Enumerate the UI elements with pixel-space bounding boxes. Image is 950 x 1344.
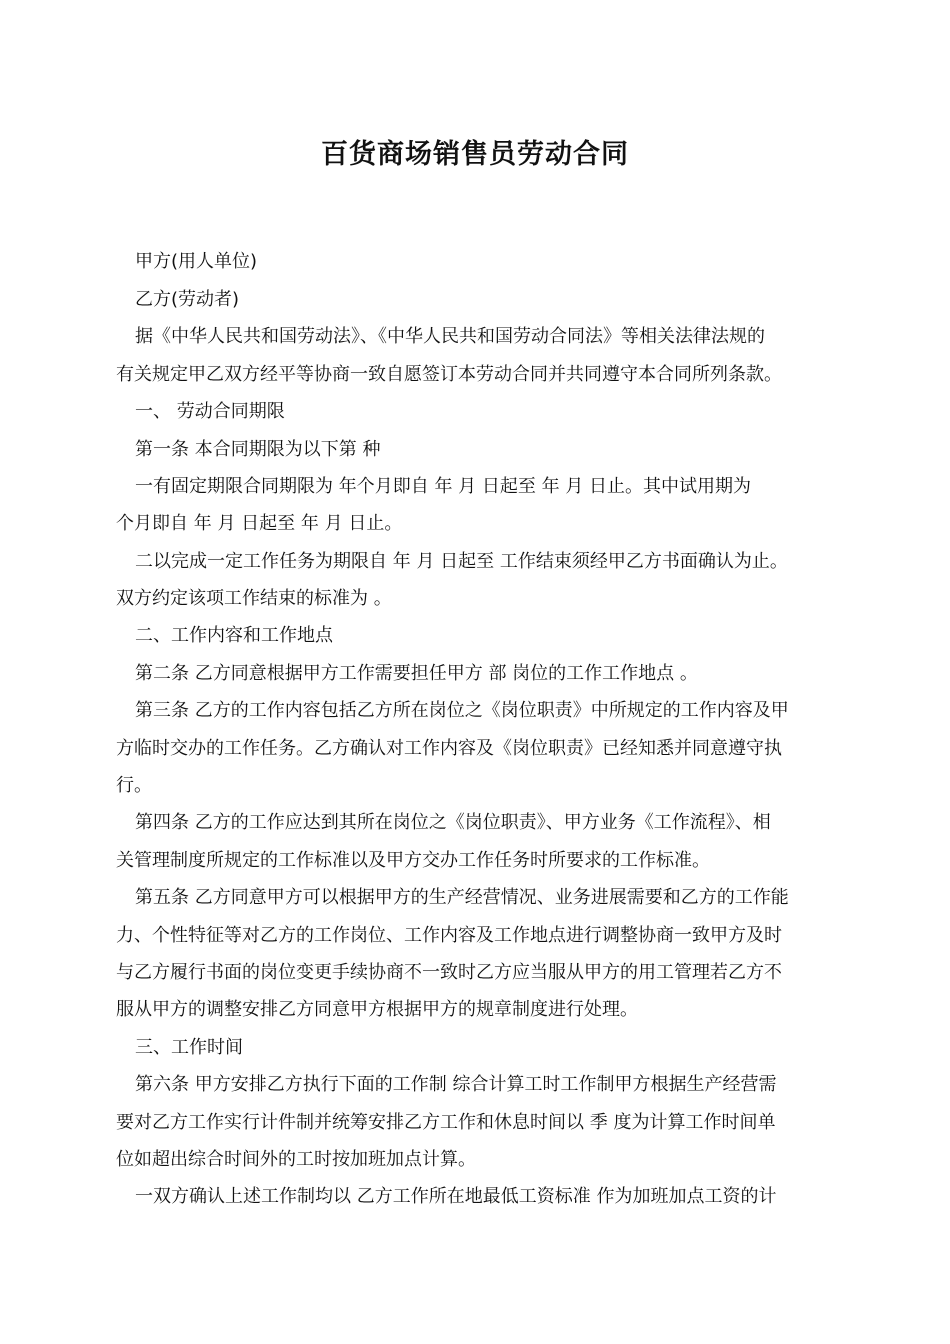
article-line: 与乙方履行书面的岗位变更手续协商不一致时乙方应当服从甲方的用工管理若乙方不 [116, 962, 782, 983]
article-line: 方临时交办的工作任务。乙方确认对工作内容及《岗位职责》已经知悉并同意遵守执 [116, 738, 782, 759]
article-line: 服从甲方的调整安排乙方同意甲方根据甲方的规章制度进行处理。 [116, 999, 638, 1020]
article-line: 二以完成一定工作任务为期限自 年 月 日起至 工作结束须经甲乙方书面确认为止。 [135, 551, 788, 572]
article-line: 第二条 乙方同意根据甲方工作需要担任甲方 部 岗位的工作工作地点 。 [135, 663, 698, 684]
preamble-line: 有关规定甲乙双方经平等协商一致自愿签订本劳动合同并共同遵守本合同所列条款。 [116, 364, 782, 385]
section-heading: 二、工作内容和工作地点 [135, 625, 333, 646]
preamble-line: 据《中华人民共和国劳动法》、《中华人民共和国劳动合同法》等相关法律法规的 [135, 326, 765, 347]
article-line: 双方约定该项工作结束的标准为 。 [116, 588, 392, 609]
article-line: 一双方确认上述工作制均以 乙方工作所在地最低工资标准 作为加班加点工资的计 [135, 1186, 777, 1207]
article-line: 一有固定期限合同期限为 年个月即自 年 月 日起至 年 月 日止。其中试用期为 [135, 476, 752, 497]
document-title: 百货商场销售员劳动合同 [321, 139, 629, 170]
article-line: 第四条 乙方的工作应达到其所在岗位之《岗位职责》、甲方业务《工作流程》、相 [135, 812, 771, 833]
article-line: 行。 [116, 775, 152, 796]
article-line: 第一条 本合同期限为以下第 种 [135, 439, 381, 460]
section-heading: 三、工作时间 [135, 1037, 243, 1058]
party-a-line: 甲方(用人单位) [135, 251, 258, 272]
article-line: 第六条 甲方安排乙方执行下面的工作制 综合计算工时工作制甲方根据生产经营需 [135, 1074, 777, 1095]
article-line: 要对乙方工作实行计件制并统筹安排乙方工作和休息时间以 季 度为计算工作时间单 [116, 1112, 776, 1133]
article-line: 第五条 乙方同意甲方可以根据甲方的生产经营情况、业务进展需要和乙方的工作能 [135, 887, 789, 908]
article-line: 位如超出综合时间外的工时按加班加点计算。 [116, 1149, 476, 1170]
article-line: 关管理制度所规定的工作标准以及甲方交办工作任务时所要求的工作标准。 [116, 850, 710, 871]
article-line: 个月即自 年 月 日起至 年 月 日止。 [116, 513, 403, 534]
party-b-line: 乙方(劳动者) [135, 289, 240, 310]
article-line: 第三条 乙方的工作内容包括乙方所在岗位之《岗位职责》中所规定的工作内容及甲 [135, 700, 789, 721]
article-line: 力、个性特征等对乙方的工作岗位、工作内容及工作地点进行调整协商一致甲方及时 [116, 925, 782, 946]
section-heading: 一、 劳动合同期限 [135, 401, 285, 422]
